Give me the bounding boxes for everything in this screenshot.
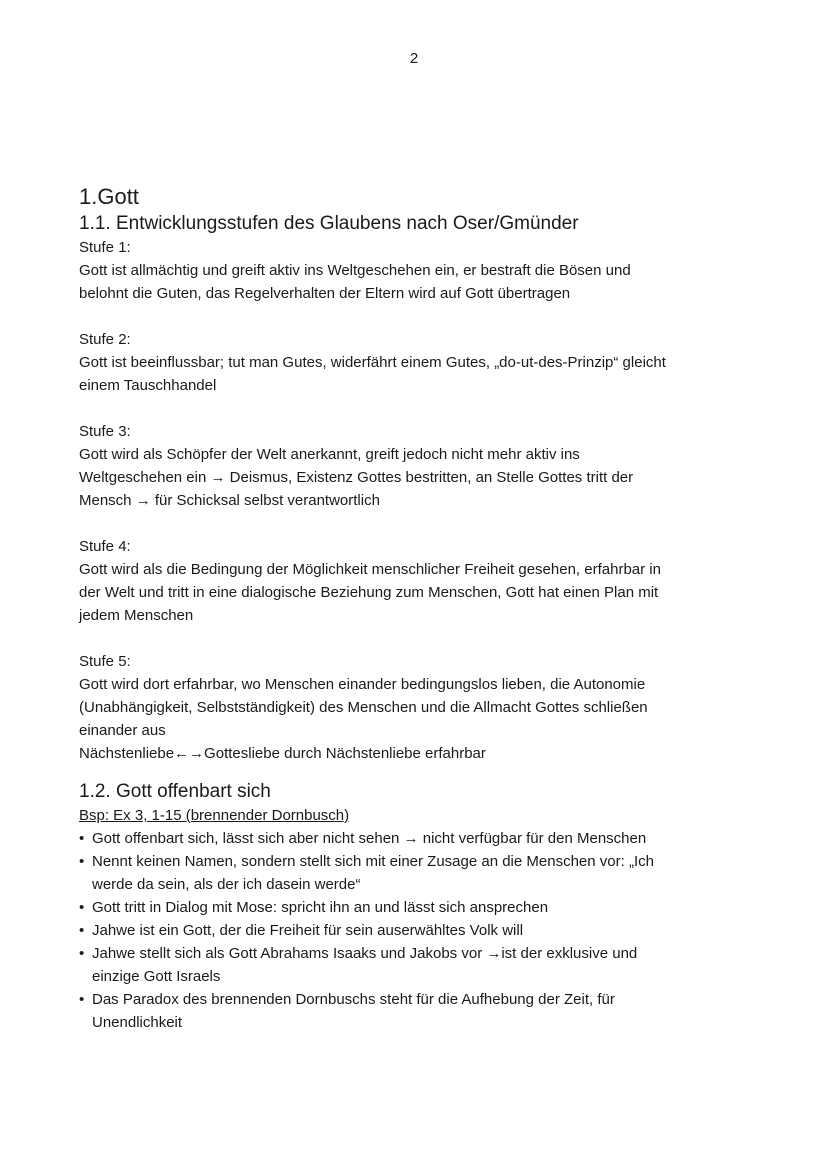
list-item-line: Gott offenbart sich, lässt sich aber nicht sehen → nicht verfügbar für den Menschen	[92, 830, 647, 847]
list-item-line: Nennt keinen Namen, sondern stellt sich mit einer Zusage an die Menschen vor: „Ich	[92, 853, 654, 870]
list-item	[79, 988, 749, 1034]
stage-text-line: Gott wird als die Bedingung der Möglichkeit menschlicher Freiheit gesehen, erfahrbar in	[79, 561, 661, 578]
stage-text-line: Weltgeschehen ein → Deismus, Existenz Gottes bestritten, an Stelle Gottes tritt der	[79, 469, 634, 486]
stage-text-line: Gott ist beeinflussbar; tut man Gutes, widerfährt einem Gutes, „do-ut-des-Prinzip“ gleicht	[79, 354, 666, 371]
stage-text-line: Mensch → für Schicksal selbst verantwortlich	[79, 492, 380, 509]
list-item	[79, 919, 749, 942]
stage-text-line: Gott ist allmächtig und greift aktiv ins Weltgeschehen ein, er bestraft die Bösen und	[79, 262, 631, 279]
list-item-line: Gott tritt in Dialog mit Mose: spricht ihn an und lässt sich ansprechen	[92, 899, 549, 916]
example-reference: Bsp: Ex 3, 1-15 (brennender Dornbusch)	[79, 807, 350, 824]
stage-text-line: belohnt die Guten, das Regelverhalten der Eltern wird auf Gott übertragen	[79, 285, 571, 302]
stage-text-line: Nächstenliebe←→Gottesliebe durch Nächstenliebe erfahrbar	[79, 745, 486, 762]
bullet-dot: •	[79, 945, 85, 962]
stage-text-line: Gott wird als Schöpfer der Welt anerkannt, greift jedoch nicht mehr aktiv ins	[79, 446, 580, 463]
list-item	[79, 850, 749, 896]
heading-gott: 1.Gott	[79, 184, 139, 209]
stage-text-line: Gott wird dort erfahrbar, wo Menschen einander bedingungslos lieben, die Autonomie	[79, 676, 646, 693]
bullet-list	[79, 827, 749, 1034]
list-item	[79, 942, 749, 988]
bullet-dot: •	[79, 899, 85, 916]
stage-label: Stufe 3:	[79, 423, 131, 440]
stage-text-line: einander aus	[79, 722, 166, 739]
bullet-dot: •	[79, 922, 85, 939]
stage-3	[79, 420, 749, 512]
stage-label: Stufe 1:	[79, 239, 131, 256]
stage-text-line: der Welt und tritt in eine dialogische Beziehung zum Menschen, Gott hat einen Plan mit	[79, 584, 659, 601]
stage-text-line: (Unabhängigkeit, Selbstständigkeit) des Menschen und die Allmacht Gottes schließen	[79, 699, 648, 716]
page-number: 2	[409, 50, 419, 67]
stage-5	[79, 650, 749, 765]
list-item-line: einzige Gott Israels	[92, 968, 221, 985]
stage-2	[79, 328, 749, 397]
stage-4	[79, 535, 749, 627]
bullet-dot: •	[79, 853, 85, 870]
section-title-entwicklungsstufen: 1.1. Entwicklungsstufen des Glaubens nach Oser/Gmünder	[79, 213, 579, 234]
list-item-line: Jahwe stellt sich als Gott Abrahams Isaaks und Jakobs vor →ist der exklusive und	[92, 945, 638, 962]
bullet-dot: •	[79, 830, 85, 847]
list-item	[79, 896, 749, 919]
list-item-line: Jahwe ist ein Gott, der die Freiheit für sein auserwähltes Volk will	[92, 922, 524, 939]
list-item-line: Unendlichkeit	[92, 1014, 183, 1031]
document-body	[79, 183, 749, 1034]
stage-label: Stufe 5:	[79, 653, 131, 670]
list-item-line: werde da sein, als der ich dasein werde“	[92, 876, 361, 893]
bullet-dot: •	[79, 991, 85, 1008]
stage-label: Stufe 4:	[79, 538, 131, 555]
list-item	[79, 827, 749, 850]
stage-1	[79, 236, 749, 305]
stage-text-line: jedem Menschen	[79, 607, 194, 624]
list-item-line: Das Paradox des brennenden Dornbuschs steht für die Aufhebung der Zeit, für	[92, 991, 615, 1008]
stage-text-line: einem Tauschhandel	[79, 377, 217, 394]
stage-label: Stufe 2:	[79, 331, 131, 348]
section-title-offenbarung: 1.2. Gott offenbart sich	[79, 781, 271, 802]
